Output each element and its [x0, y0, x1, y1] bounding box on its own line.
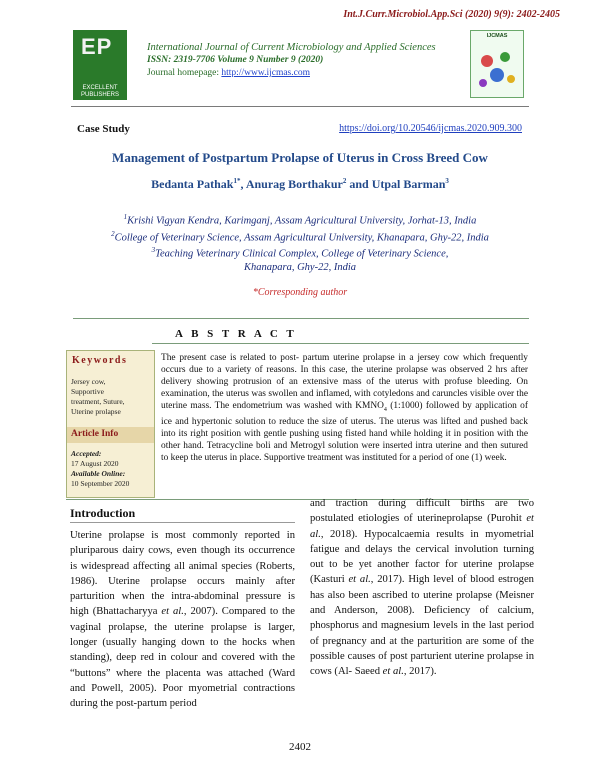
abstract-heading: A B S T R A C T: [175, 328, 297, 340]
body-column-left: [70, 528, 295, 712]
author-sup: 3: [445, 177, 449, 185]
abstract-heading-rule: [152, 343, 529, 344]
online-date: 10 September 2020: [71, 479, 130, 488]
body-text: , 2017). High level of blood estrogen has also been ascribed to uterine prolapse (Meisner and Anderson, 2008). Deficiency of calcium, phosphorus and magnesium levels in the last period of pregnancy and at the parturition are some of the possible causes of post parturient uterine prolapse in cows (Al- Saeed: [310, 574, 534, 678]
keywords-sidebar: [66, 350, 155, 498]
accepted-date: 17 August 2020: [71, 459, 119, 468]
affiliation-text: Khanapara, Ghy-22, India: [244, 262, 356, 273]
abstract-top-rule: [73, 318, 529, 319]
body-text: , 2017).: [403, 666, 437, 678]
affiliation: [0, 246, 600, 260]
corresponding-author: *Corresponding author: [252, 287, 348, 298]
affiliation-text: Teaching Veterinary Clinical Complex, College of Veterinary Science,: [155, 248, 449, 260]
article-type: Case Study: [77, 123, 130, 135]
keyword: Uterine prolapse: [71, 407, 121, 416]
keyword: treatment, Suture,: [71, 397, 125, 406]
body-text-italic: et al.: [348, 574, 371, 586]
article-info-list: [71, 449, 129, 489]
cover-title: IJCMAS: [486, 33, 508, 39]
affiliation-text: Krishi Vigyan Kendra, Karimganj, Assam Agricultural University, Jorhat-13, India: [127, 215, 477, 227]
author-separator: and: [346, 177, 372, 191]
affiliation-sup: 1: [123, 213, 128, 221]
keyword: Supportive: [71, 387, 104, 396]
body-text: , 2018). Hypocalcaemia results in myometrial fatigue and delays the cervical involution turning out to be yet another factor for uterine prolapse (Kasturi: [310, 528, 534, 586]
running-head: Int.J.Curr.Microbiol.App.Sci (2020) 9(9): 2402-2405: [343, 9, 560, 20]
header-divider: [71, 106, 529, 107]
article-info-header: [67, 427, 154, 443]
keywords-heading: Keywords: [72, 355, 128, 366]
affiliation: [0, 213, 600, 227]
author-name: Utpal Barman: [371, 177, 446, 191]
author-sup: 1*: [233, 177, 241, 185]
online-label: Available Online:: [71, 469, 126, 478]
body-text-italic: et al.: [382, 666, 404, 678]
affiliation: [0, 262, 600, 273]
doi-link[interactable]: https://doi.org/10.20546/ijcmas.2020.909.300: [339, 123, 522, 134]
author-sup: 2: [342, 177, 347, 185]
body-text-italic: et al.: [161, 606, 184, 618]
journal-homepage: [147, 68, 310, 78]
author-name: Anurag Borthakur: [245, 177, 343, 191]
accepted-label: Accepted:: [71, 449, 102, 458]
abstract-text-part: The present case is related to post- partum uterine prolapse in a jersey cow which frequently occurs due to a variety of reasons. In this case, the uterine prolapse was observed 2 hrs after delivery showing protrusion of an extensive mass of the uterus with profuse bleeding. On examination, the uterus was swollen and inflamed, with cotyledons and caruncles visible over the uterine mass. The endometrium was washed with KMNO: [161, 353, 528, 411]
body-column-right: [310, 496, 534, 680]
body-text: Uterine prolapse is most commonly reported in pluriparous dairy cows, even though its occurrence is widespread affecting all animal species (Roberts, 1986). Uterine prolapse occurs mainly after parturition when the intra-abdominal pressure is high (Bhattacharyya: [70, 530, 295, 618]
journal-cover-image: [470, 30, 524, 98]
introduction-heading: Introduction: [70, 506, 136, 520]
affiliation: [0, 230, 600, 244]
author-list: [0, 177, 600, 192]
keyword: Jersey cow,: [71, 377, 106, 386]
logo-text: EXCELLENT PUBLISHERS: [80, 85, 119, 98]
homepage-label: Journal homepage:: [147, 68, 222, 78]
article-info-heading: Article Info: [71, 429, 119, 439]
abstract-text-part: (1:1000) followed by application of ice and hypertonic solution to reduce the size of uterus. The uterus was lifted and pushed back into its right position with gentle pushing using fisted hand while holding it in position with the other hand. Tetracycline boli and Metrogyl solution were inserted intra uterine and then sutured to keep the uterus in place. Supportive treatment was instituted for a period of one (1) week.: [161, 401, 528, 463]
body-text: and traction during difficult births are two postulated etiologies of uterineprolapse (Purohit: [310, 498, 534, 525]
page-number: 2402: [289, 741, 311, 753]
abstract-subscript: 4: [383, 406, 387, 413]
author-name: Bedanta Pathak: [151, 177, 234, 191]
article-title: Management of Postpartum Prolapse of Uterus in Cross Breed Cow: [112, 150, 488, 165]
journal-issn: ISSN: 2319-7706 Volume 9 Number 9 (2020): [147, 55, 324, 65]
abstract-text: [161, 352, 528, 464]
introduction-rule: [70, 522, 295, 523]
affiliation-sup: 3: [151, 246, 156, 254]
author-separator: ,: [240, 177, 246, 191]
publisher-logo: [73, 30, 127, 100]
journal-title: International Journal of Current Microbiology and Applied Sciences: [147, 42, 436, 53]
cover-illustration: [471, 31, 523, 97]
logo-letters: EP: [81, 34, 113, 59]
homepage-link[interactable]: http://www.ijcmas.com: [221, 68, 310, 78]
affiliation-text: College of Veterinary Science, Assam Agricultural University, Khanapara, Ghy-22, India: [114, 232, 489, 244]
body-text-italic: et al.: [310, 513, 534, 540]
keywords-list: [71, 377, 125, 417]
body-text: , 2007). Compared to the vaginal prolapse, the uterine prolapse is larger, longer (usually hanging down to the hocks when standing), deep red in colour and covered with the “buttons” where the placenta was attached (Ward and Powell, 2005). Poor myometrial contractions during the post-partum period: [70, 606, 295, 710]
affiliation-sup: 2: [111, 230, 115, 238]
